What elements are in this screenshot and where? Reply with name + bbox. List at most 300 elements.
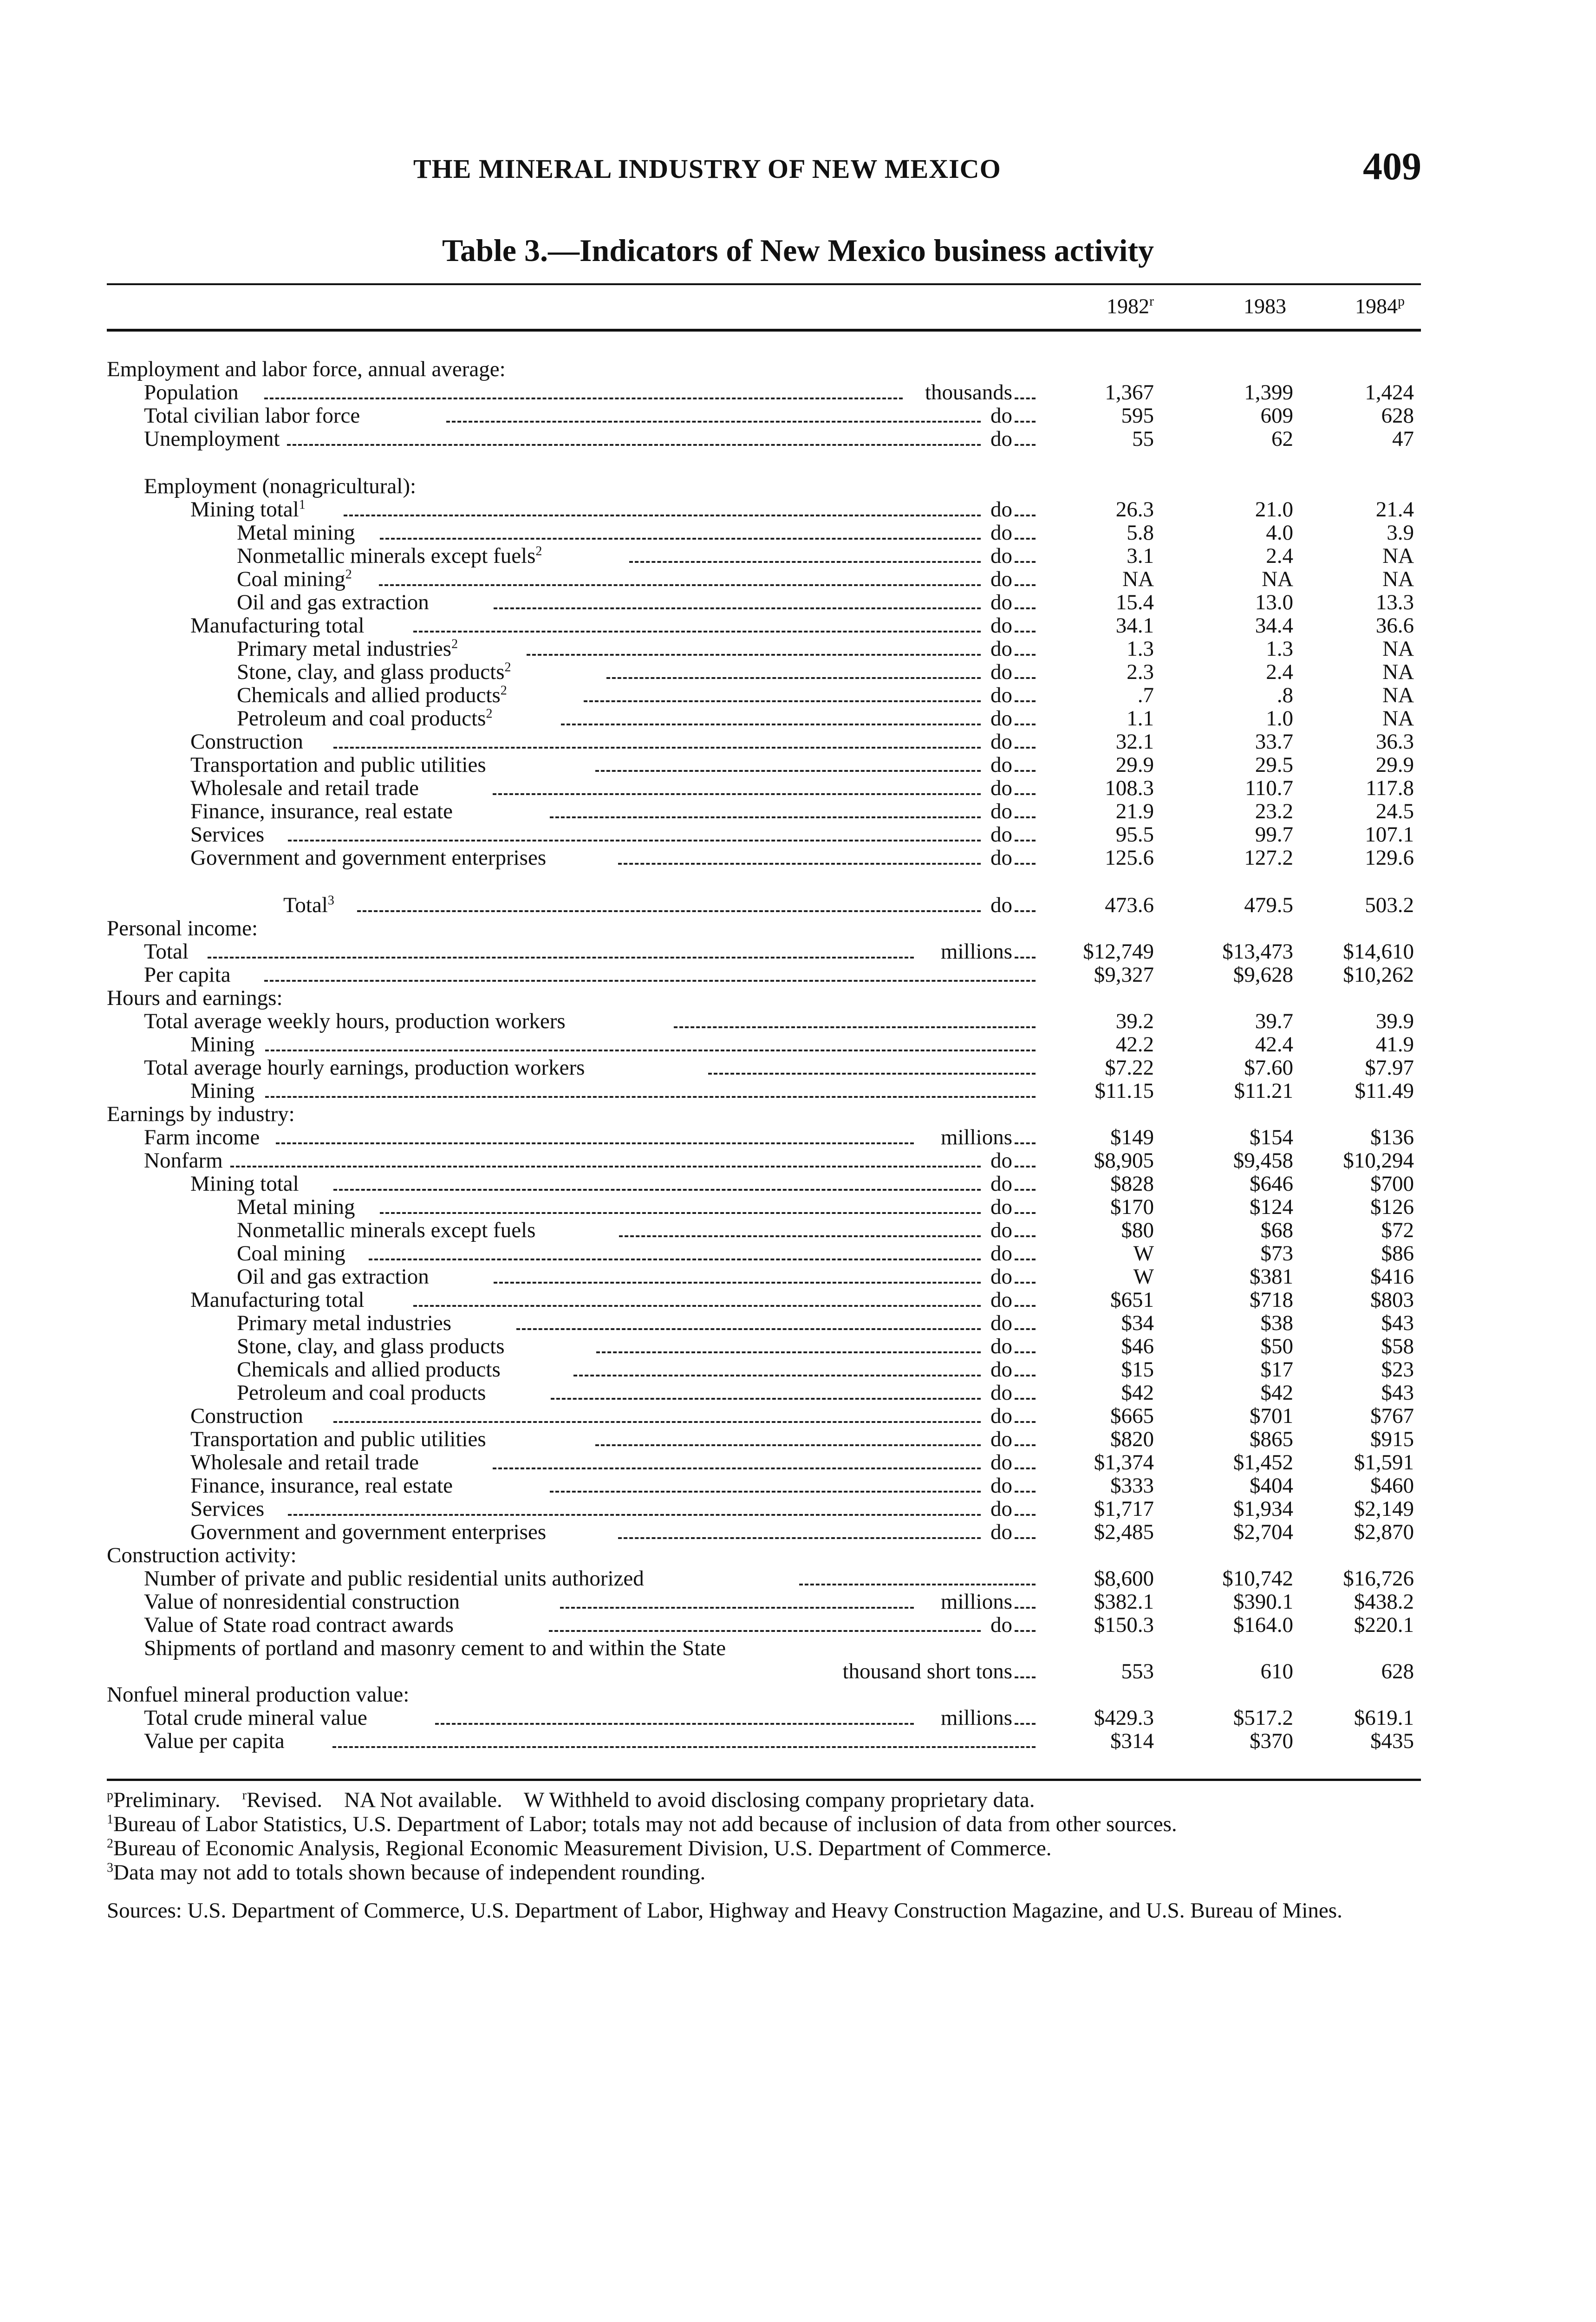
table-row: [0, 1729, 1596, 1753]
row-label: Manufacturing total: [190, 1288, 365, 1312]
row-label: Total average weekly hours, production workers: [144, 1009, 566, 1033]
row-label: Value of nonresidential construction: [144, 1590, 460, 1614]
footnote-symbols: $^p$Preliminary. $^r$Revised. NA Not available. W Withheld to avoid disclosing company proprietary data.: [107, 1788, 1035, 1812]
dot-leader: [1015, 1142, 1036, 1144]
dot-leader: [208, 957, 914, 959]
row-unit: do: [990, 567, 1012, 591]
row-label: Unemployment: [144, 427, 280, 451]
dot-leader: [332, 1746, 1036, 1748]
row-unit: do: [990, 1218, 1012, 1242]
table-row: [0, 614, 1596, 637]
cell-value: $149: [1110, 1125, 1154, 1149]
row-unit: do: [990, 1427, 1012, 1451]
cell-value: NA: [1382, 544, 1414, 568]
table-row: [0, 986, 1596, 1010]
dot-leader: [1015, 1468, 1036, 1469]
cell-value: $7.22: [1105, 1056, 1154, 1080]
table-row: [0, 591, 1596, 614]
row-label: Total average hourly earnings, production workers: [144, 1056, 585, 1080]
table-row: [0, 730, 1596, 753]
table-row: [0, 823, 1596, 846]
row-label: Manufacturing total: [190, 613, 365, 638]
cell-value: $390.1: [1233, 1590, 1293, 1614]
dot-leader: [1015, 700, 1036, 702]
row-label: Government and government enterprises: [190, 846, 547, 870]
table-row: [0, 1474, 1596, 1497]
cell-value: 21.0: [1255, 497, 1293, 522]
row-label: Total$^3$: [283, 893, 334, 917]
cell-value: NA: [1382, 567, 1414, 591]
row-label: Value per capita: [144, 1729, 285, 1753]
row-label: Metal mining: [237, 1195, 355, 1219]
cell-value: 1.3: [1127, 637, 1154, 661]
dot-leader: [1015, 816, 1036, 818]
dot-leader: [1015, 957, 1036, 959]
dot-leader: [494, 607, 981, 609]
table-row: [0, 1010, 1596, 1033]
cell-value: 2.4: [1266, 660, 1293, 684]
cell-value: 473.6: [1105, 893, 1154, 917]
cell-value: 5.8: [1127, 521, 1154, 545]
cell-value: $170: [1110, 1195, 1154, 1219]
row-unit: do: [990, 1148, 1012, 1173]
row-unit: do: [990, 706, 1012, 731]
cell-value: $429.3: [1094, 1706, 1154, 1730]
row-unit: do: [990, 521, 1012, 545]
table-row: [0, 381, 1596, 404]
cell-value: 36.3: [1375, 730, 1414, 754]
cell-value: $701: [1250, 1404, 1293, 1428]
cell-value: 117.8: [1365, 776, 1414, 800]
table-row: [0, 498, 1596, 521]
cell-value: $164.0: [1233, 1613, 1293, 1637]
cell-value: .8: [1277, 683, 1293, 707]
table-row: [0, 1613, 1596, 1637]
cell-value: 129.6: [1365, 846, 1414, 870]
dot-leader: [1015, 1491, 1036, 1493]
row-unit: do: [990, 753, 1012, 777]
dot-leader: [708, 1073, 1036, 1075]
row-label: Chemicals and allied products$^2$: [237, 683, 507, 707]
cell-value: 26.3: [1115, 497, 1154, 522]
dot-leader: [1015, 1166, 1036, 1168]
dot-leader: [606, 677, 981, 679]
dot-leader: [1015, 538, 1036, 540]
row-label: Farm income: [144, 1125, 260, 1149]
bottom-rule: [107, 1779, 1421, 1781]
row-label: Nonfarm: [144, 1148, 223, 1173]
dot-leader: [369, 1259, 981, 1260]
dot-leader: [595, 1444, 981, 1446]
dot-leader: [560, 1607, 914, 1609]
cell-value: $828: [1110, 1172, 1154, 1196]
row-label: Total: [144, 939, 189, 964]
table-row: [0, 846, 1596, 869]
dot-leader: [618, 1537, 981, 1539]
column-header-1984: 1984$^p$: [1355, 294, 1405, 318]
cell-value: 55: [1132, 427, 1154, 451]
table-row: [0, 475, 1596, 498]
cell-value: 610: [1260, 1659, 1293, 1683]
table-row: [0, 1102, 1596, 1126]
row-label: Transportation and public utilities: [190, 753, 486, 777]
table-row: [0, 1683, 1596, 1706]
cell-value: $314: [1110, 1729, 1154, 1753]
row-unit: do: [990, 1241, 1012, 1265]
table-row: [0, 1033, 1596, 1056]
dot-leader: [1015, 1212, 1036, 1214]
dot-leader: [1015, 910, 1036, 912]
cell-value: 39.2: [1115, 1009, 1154, 1033]
table-row: [0, 521, 1596, 544]
row-unit: do: [990, 846, 1012, 870]
dot-leader: [333, 1421, 981, 1423]
row-label: Mining: [190, 1032, 255, 1057]
table-row: [0, 1288, 1596, 1311]
row-label: Construction: [190, 730, 303, 754]
cell-value: 99.7: [1255, 822, 1293, 847]
row-label: Stone, clay, and glass products$^2$: [237, 660, 511, 684]
cell-value: 29.9: [1115, 753, 1154, 777]
cell-value: 32.1: [1115, 730, 1154, 754]
row-label: Employment and labor force, annual average:: [107, 357, 506, 381]
dot-leader: [561, 724, 981, 725]
dot-leader: [619, 1235, 981, 1237]
cell-value: NA: [1382, 660, 1414, 684]
table-row: [0, 1335, 1596, 1358]
dot-leader: [1015, 1630, 1036, 1632]
table-row: [0, 917, 1596, 940]
footnote-mark: 2: [451, 637, 458, 652]
cell-value: $42: [1121, 1381, 1154, 1405]
table-row: [0, 1358, 1596, 1381]
cell-value: 39.9: [1375, 1009, 1414, 1033]
row-label: Mining total$^1$: [190, 497, 306, 522]
dot-leader: [1015, 607, 1036, 609]
cell-value: 1.1: [1127, 706, 1154, 731]
row-label: Nonmetallic minerals except fuels: [237, 1218, 536, 1242]
dot-leader: [1015, 631, 1036, 633]
row-unit: do: [990, 1311, 1012, 1335]
cell-value: 42.4: [1255, 1032, 1293, 1057]
dot-leader: [435, 1723, 914, 1725]
row-label: Services: [190, 1497, 265, 1521]
table-row: [0, 963, 1596, 986]
cell-value: $9,327: [1094, 963, 1154, 987]
cell-value: 36.6: [1375, 613, 1414, 638]
cell-value: $646: [1250, 1172, 1293, 1196]
table-row: [0, 1219, 1596, 1242]
cell-value: $865: [1250, 1427, 1293, 1451]
cell-value: $50: [1260, 1334, 1293, 1358]
row-unit: do: [990, 1450, 1012, 1474]
table-row: [0, 1381, 1596, 1404]
cell-value: $1,452: [1233, 1450, 1293, 1474]
dot-leader: [493, 1468, 981, 1469]
cell-value: $15: [1121, 1357, 1154, 1382]
dot-leader: [573, 1375, 981, 1376]
cell-value: $14,610: [1343, 939, 1414, 964]
dot-leader: [265, 1096, 1036, 1098]
table-row: [0, 1172, 1596, 1195]
row-unit: do: [990, 497, 1012, 522]
row-unit: do: [990, 1357, 1012, 1382]
dot-leader: [379, 584, 981, 586]
cell-value: $10,294: [1343, 1148, 1414, 1173]
row-unit: do: [990, 1265, 1012, 1289]
cell-value: 595: [1121, 404, 1154, 428]
cell-value: 34.4: [1255, 613, 1293, 638]
table-row: [0, 358, 1596, 381]
row-label: Personal income:: [107, 916, 258, 940]
table-row: [0, 1265, 1596, 1288]
cell-value: $68: [1260, 1218, 1293, 1242]
dot-leader: [357, 910, 981, 912]
cell-value: 24.5: [1375, 799, 1414, 823]
cell-value: 1,399: [1244, 380, 1293, 404]
cell-value: $80: [1121, 1218, 1154, 1242]
dot-leader: [1015, 1282, 1036, 1284]
dot-leader: [1015, 1328, 1036, 1330]
row-label: Value of State road contract awards: [144, 1613, 454, 1637]
dot-leader: [1015, 793, 1036, 795]
dot-leader: [344, 515, 981, 516]
cell-value: 47: [1392, 427, 1414, 451]
row-unit: do: [990, 893, 1012, 917]
dot-leader: [494, 1282, 981, 1284]
dot-leader: [264, 980, 1036, 982]
dot-leader: [550, 816, 981, 818]
row-unit: do: [990, 1404, 1012, 1428]
row-unit: millions: [940, 1125, 1012, 1149]
dot-leader: [1015, 863, 1036, 865]
cell-value: 110.7: [1244, 776, 1293, 800]
cell-value: $381: [1250, 1265, 1293, 1289]
cell-value: $619.1: [1354, 1706, 1414, 1730]
cell-value: $34: [1121, 1311, 1154, 1335]
table-title: Table 3.—Indicators of New Mexico business activity: [442, 233, 1154, 268]
sources-note: Sources: U.S. Department of Commerce, U.S. Department of Labor, Highway and Heavy Construction Magazine, and U.S. Bureau of Mines.: [107, 1898, 1342, 1923]
cell-value: $58: [1381, 1334, 1414, 1358]
cell-value: 42.2: [1115, 1032, 1154, 1057]
dot-leader: [1015, 724, 1036, 725]
column-header-1982: 1982$^r$: [1107, 294, 1154, 318]
footnote-1: $^1$Bureau of Labor Statistics, U.S. Department of Labor; totals may not add because of inclusion of data from other sources.: [107, 1812, 1177, 1836]
row-label: Number of private and public residential units authorized: [144, 1566, 644, 1591]
table-row: [0, 684, 1596, 707]
row-unit: do: [990, 822, 1012, 847]
row-unit: thousands: [925, 380, 1012, 404]
table-row: [0, 1242, 1596, 1265]
cell-value: $154: [1250, 1125, 1293, 1149]
dot-leader: [287, 444, 981, 446]
cell-value: $2,870: [1354, 1520, 1414, 1544]
dot-leader: [1015, 1259, 1036, 1260]
running-title: THE MINERAL INDUSTRY OF NEW MEXICO: [413, 154, 1001, 184]
table-row: [0, 1660, 1596, 1683]
cell-value: NA: [1382, 706, 1414, 731]
dot-leader: [1015, 1375, 1036, 1376]
row-label: Total crude mineral value: [144, 1706, 367, 1730]
cell-value: $718: [1250, 1288, 1293, 1312]
row-label: Finance, insurance, real estate: [190, 1474, 453, 1498]
dot-leader: [1015, 1398, 1036, 1400]
cell-value: 23.2: [1255, 799, 1293, 823]
dot-leader: [1015, 1235, 1036, 1237]
row-unit: thousand short tons: [842, 1659, 1012, 1683]
cell-value: NA: [1262, 567, 1293, 591]
cell-value: $42: [1260, 1381, 1293, 1405]
cell-value: 39.7: [1255, 1009, 1293, 1033]
cell-value: $767: [1370, 1404, 1414, 1428]
table-row: [0, 1195, 1596, 1219]
cell-value: 479.5: [1244, 893, 1293, 917]
row-label: Oil and gas extraction: [237, 590, 429, 614]
row-label: Finance, insurance, real estate: [190, 799, 453, 823]
cell-value: $404: [1250, 1474, 1293, 1498]
cell-value: $8,905: [1094, 1148, 1154, 1173]
table-row: [0, 1520, 1596, 1544]
row-label: Shipments of portland and masonry cement to and within the State: [144, 1636, 726, 1660]
row-unit: do: [990, 637, 1012, 661]
cell-value: 1.0: [1266, 706, 1293, 731]
row-label: Construction: [190, 1404, 303, 1428]
row-label: Stone, clay, and glass products: [237, 1334, 505, 1358]
cell-value: $915: [1370, 1427, 1414, 1451]
table-row: [0, 660, 1596, 684]
cell-value: 2.3: [1127, 660, 1154, 684]
table-row: [0, 1497, 1596, 1520]
cell-value: W: [1133, 1265, 1154, 1289]
cell-value: 62: [1271, 427, 1293, 451]
dot-leader: [380, 538, 981, 540]
table-row: [0, 1056, 1596, 1079]
dot-leader: [674, 1026, 1036, 1028]
dot-leader: [413, 1305, 981, 1307]
dot-leader: [1015, 1421, 1036, 1423]
row-label: Employment (nonagricultural):: [144, 474, 417, 498]
row-unit: do: [990, 799, 1012, 823]
dot-leader: [1015, 1607, 1036, 1609]
dot-leader: [516, 1328, 981, 1330]
footnote-2: $^2$Bureau of Economic Analysis, Regional Economic Measurement Division, U.S. Department of Commerce.: [107, 1836, 1052, 1860]
cell-value: 29.9: [1375, 753, 1414, 777]
page-number: 409: [1363, 145, 1421, 188]
dot-leader: [1015, 1305, 1036, 1307]
cell-value: $2,485: [1094, 1520, 1154, 1544]
cell-value: $1,934: [1233, 1497, 1293, 1521]
row-unit: do: [990, 427, 1012, 451]
dot-leader: [618, 863, 981, 865]
cell-value: $7.60: [1244, 1056, 1293, 1080]
cell-value: $8,600: [1094, 1566, 1154, 1591]
dot-leader: [1015, 1444, 1036, 1446]
table-row: [0, 567, 1596, 591]
cell-value: $86: [1381, 1241, 1414, 1265]
cell-value: 33.7: [1255, 730, 1293, 754]
footnote-mark: 2: [500, 683, 507, 698]
cell-value: $803: [1370, 1288, 1414, 1312]
cell-value: .7: [1137, 683, 1154, 707]
row-label: Metal mining: [237, 521, 355, 545]
cell-value: $416: [1370, 1265, 1414, 1289]
dot-leader: [1015, 444, 1036, 446]
cell-value: 15.4: [1115, 590, 1154, 614]
dot-leader: [551, 1398, 981, 1400]
table-row: [0, 1590, 1596, 1613]
footnote-mark: 2: [486, 706, 493, 721]
row-label: Hours and earnings:: [107, 986, 283, 1010]
table-row: [0, 1126, 1596, 1149]
row-label: Mining total: [190, 1172, 299, 1196]
dot-leader: [1015, 1676, 1036, 1678]
row-label: Primary metal industries: [237, 1311, 452, 1335]
cell-value: 503.2: [1365, 893, 1414, 917]
dot-leader: [413, 631, 981, 633]
row-label: Per capita: [144, 963, 231, 987]
row-unit: do: [990, 776, 1012, 800]
dot-leader: [1015, 840, 1036, 841]
cell-value: $2,704: [1233, 1520, 1293, 1544]
table-row: [0, 776, 1596, 800]
row-label: Total civilian labor force: [144, 404, 360, 428]
row-unit: do: [990, 1381, 1012, 1405]
dot-leader: [1015, 398, 1036, 399]
table-row: [0, 1706, 1596, 1729]
footnote-mark: 2: [535, 544, 542, 559]
dot-leader: [549, 1630, 981, 1632]
cell-value: 21.4: [1375, 497, 1414, 522]
row-unit: do: [990, 1195, 1012, 1219]
row-unit: do: [990, 1334, 1012, 1358]
dot-leader: [595, 770, 981, 772]
row-unit: millions: [940, 1590, 1012, 1614]
cell-value: $1,374: [1094, 1450, 1154, 1474]
dot-leader: [1015, 1189, 1036, 1191]
dot-leader: [1015, 677, 1036, 679]
dot-leader: [1015, 770, 1036, 772]
row-unit: do: [990, 1613, 1012, 1637]
cell-value: $43: [1381, 1311, 1414, 1335]
row-label: Nonfuel mineral production value:: [107, 1683, 410, 1707]
dot-leader: [276, 1142, 914, 1144]
cell-value: 95.5: [1115, 822, 1154, 847]
cell-value: 125.6: [1105, 846, 1154, 870]
cell-value: 34.1: [1115, 613, 1154, 638]
cell-value: 41.9: [1375, 1032, 1414, 1057]
cell-value: $370: [1250, 1729, 1293, 1753]
cell-value: $1,717: [1094, 1497, 1154, 1521]
row-unit: do: [990, 1497, 1012, 1521]
table-row: [0, 753, 1596, 776]
dot-leader: [1015, 747, 1036, 749]
cell-value: $124: [1250, 1195, 1293, 1219]
dot-leader: [288, 840, 981, 841]
cell-value: W: [1133, 1241, 1154, 1265]
cell-value: $220.1: [1354, 1613, 1414, 1637]
cell-value: $9,458: [1233, 1148, 1293, 1173]
row-label: Nonmetallic minerals except fuels$^2$: [237, 544, 542, 568]
row-label: Transportation and public utilities: [190, 1427, 486, 1451]
cell-value: 628: [1381, 404, 1414, 428]
dot-leader: [333, 747, 981, 749]
row-unit: do: [990, 730, 1012, 754]
table-row: [0, 1544, 1596, 1567]
cell-value: $1,591: [1354, 1450, 1414, 1474]
dot-leader: [550, 1491, 981, 1493]
table-row: [0, 637, 1596, 660]
cell-value: NA: [1122, 567, 1154, 591]
